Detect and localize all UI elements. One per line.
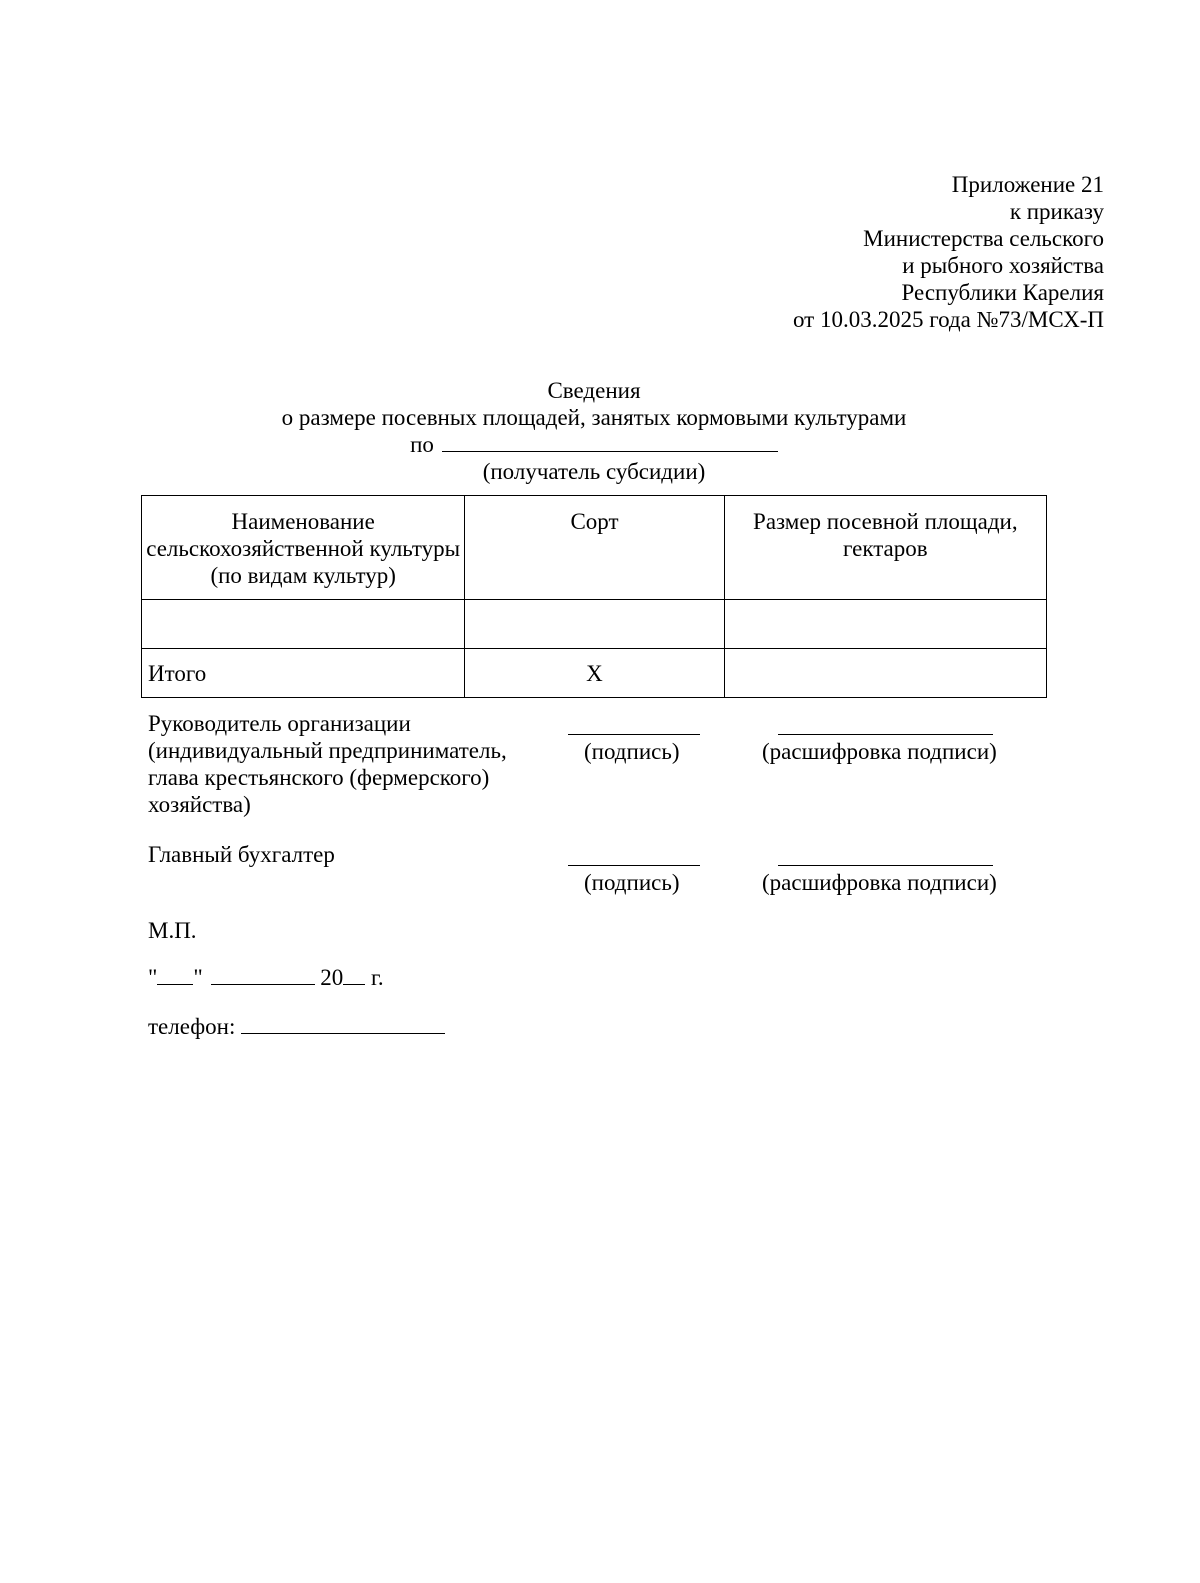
- document-heading: Сведения: [547, 378, 641, 403]
- accountant-decode-field[interactable]: [778, 865, 993, 866]
- appendix-line: к приказу: [1009, 199, 1104, 224]
- accountant-signature-row: [148, 841, 1048, 921]
- recipient-field[interactable]: [442, 431, 778, 452]
- date-quote-close: ": [193, 965, 203, 990]
- cell-crop-name[interactable]: [142, 600, 465, 649]
- head-signature-row: [148, 710, 1048, 830]
- appendix-line: от 10.03.2025 года №73/МСХ-П: [792, 307, 1104, 332]
- total-area-cell[interactable]: [724, 649, 1046, 698]
- total-label: Итого: [142, 649, 465, 698]
- phone-field[interactable]: [241, 1013, 445, 1034]
- appendix-line: и рыбного хозяйства: [902, 253, 1104, 278]
- crops-table: [141, 495, 1047, 698]
- table-total-row: [142, 649, 1047, 698]
- recipient-caption: (получатель субсидии): [482, 459, 706, 484]
- cell-sort[interactable]: [465, 600, 724, 649]
- cell-area[interactable]: [724, 600, 1046, 649]
- date-year-prefix: 20: [320, 965, 344, 990]
- recipient-row: [0, 431, 1188, 458]
- head-label-line: глава крестьянского (фермерского): [148, 765, 490, 790]
- accountant-decode-caption: (расшифровка подписи): [762, 870, 997, 895]
- appendix-line: Республики Карелия: [901, 280, 1104, 305]
- phone-line: [148, 1013, 445, 1040]
- header-area: Размер посевной площади, гектаров: [724, 496, 1046, 600]
- stamp-placeholder: М.П.: [148, 918, 197, 943]
- appendix-block: [793, 171, 1104, 333]
- head-signature-caption: (подпись): [584, 739, 680, 764]
- signature-block: [148, 710, 1048, 921]
- header-sort: Сорт: [465, 496, 724, 600]
- phone-label: телефон:: [148, 1014, 236, 1039]
- date-year-field[interactable]: [343, 964, 365, 985]
- total-sort-mark: Х: [465, 649, 724, 698]
- head-signature-field[interactable]: [568, 734, 700, 735]
- po-label: по: [410, 432, 434, 457]
- head-label-line: Руководитель организации: [148, 711, 411, 736]
- document-title-block: [0, 377, 1188, 485]
- date-quote-open: ": [148, 965, 158, 990]
- date-year-suffix: г.: [371, 965, 384, 990]
- accountant-label: Главный бухгалтер: [148, 842, 335, 867]
- date-day-field[interactable]: [157, 964, 193, 985]
- date-month-field[interactable]: [211, 964, 315, 985]
- header-crop-name: Наименование сельскохозяйственной культуры (по видам культур): [142, 496, 465, 600]
- document-subheading: о размере посевных площадей, занятых кормовыми культурами: [281, 405, 907, 430]
- accountant-signature-field[interactable]: [568, 865, 700, 866]
- head-label-line: хозяйства): [148, 792, 251, 817]
- table-header-row: [142, 496, 1047, 600]
- head-decode-field[interactable]: [778, 734, 993, 735]
- accountant-signature-caption: (подпись): [584, 870, 680, 895]
- head-label-line: (индивидуальный предприниматель,: [148, 738, 507, 763]
- appendix-line: Приложение 21: [951, 172, 1104, 197]
- table-row: [142, 600, 1047, 649]
- head-decode-caption: (расшифровка подписи): [762, 739, 997, 764]
- date-line: [148, 964, 384, 991]
- appendix-line: Министерства сельского: [863, 226, 1104, 251]
